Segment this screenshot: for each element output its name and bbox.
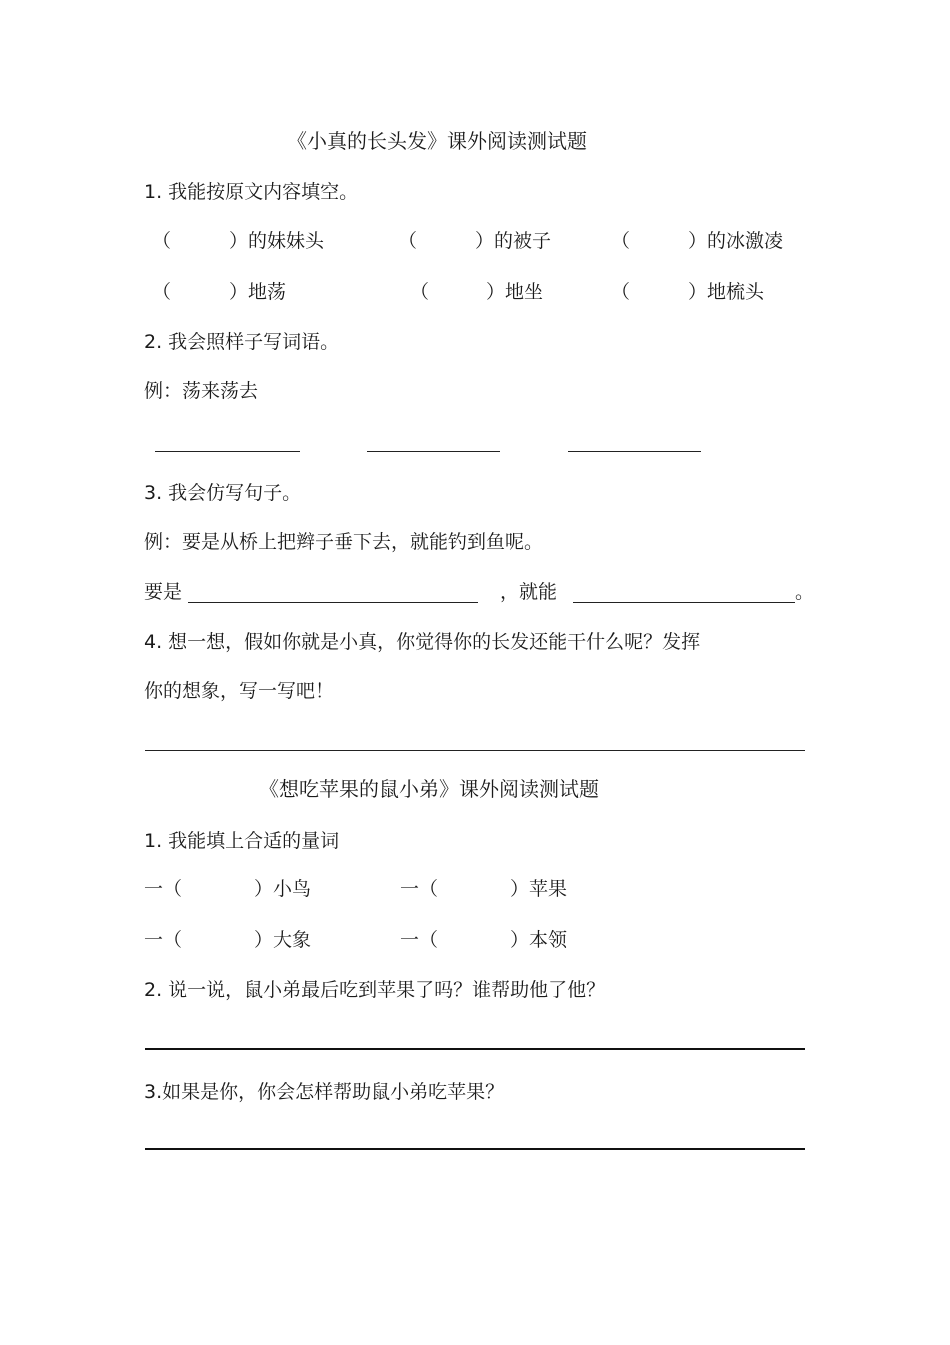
s1-q3-frame-a: 要是 — [144, 581, 183, 603]
s2-q2-prompt: 2. 说一说，鼠小弟最后吃到苹果了吗？谁帮助他了他？ — [144, 979, 606, 1001]
s1-q1-r2-c1-close: ）地荡 — [229, 281, 287, 303]
answer-line[interactable] — [145, 1048, 805, 1050]
s2-q1-r1-c2-close: ）苹果 — [510, 878, 568, 900]
s1-q1-prompt: 1. 我能按原文内容填空。 — [144, 181, 359, 203]
answer-line[interactable] — [145, 750, 805, 751]
section1-title: 《小真的长头发》课外阅读测试题 — [287, 129, 587, 153]
s2-q1-r2-c2-close: ）本领 — [510, 929, 568, 951]
answer-blank[interactable] — [188, 602, 478, 603]
s1-q2-prompt: 2. 我会照样子写词语。 — [144, 331, 340, 353]
s1-q1-r1-c1-open: （ — [152, 230, 172, 252]
s1-q1-r1-c1-close: ）的妹妹头 — [229, 230, 325, 252]
answer-blank[interactable] — [568, 451, 701, 452]
s1-q1-r2-c3-open: （ — [611, 281, 631, 303]
s1-q1-r1-c2-close: ）的被子 — [475, 230, 552, 252]
s2-q1-r2-c2-open: 一（ — [400, 929, 439, 951]
s2-q3-prompt: 3.如果是你，你会怎样帮助鼠小弟吃苹果？ — [144, 1081, 505, 1103]
s1-q4-line2: 你的想象，写一写吧！ — [144, 680, 335, 702]
s2-q1-prompt: 1. 我能填上合适的量词 — [144, 830, 340, 852]
s2-q1-r2-c1-close: ）大象 — [254, 929, 312, 951]
s1-q1-r2-c1-open: （ — [152, 281, 172, 303]
s1-q1-r2-c2-open: （ — [410, 281, 430, 303]
s2-q1-r2-c1-open: 一（ — [144, 929, 183, 951]
s1-q3-frame-b: ，就能 — [500, 581, 558, 603]
s1-q3-prompt: 3. 我会仿写句子。 — [144, 482, 302, 504]
answer-blank[interactable] — [573, 602, 795, 603]
s1-q1-r1-c3-close: ）的冰激凌 — [688, 230, 784, 252]
s1-q1-r1-c3-open: （ — [611, 230, 631, 252]
s1-q3-frame-end: 。 — [795, 581, 815, 603]
answer-blank[interactable] — [155, 451, 300, 452]
answer-blank[interactable] — [367, 451, 500, 452]
s1-q1-r1-c2-open: （ — [398, 230, 418, 252]
s2-q1-r1-c1-open: 一（ — [144, 878, 183, 900]
s1-q2-example: 例：荡来荡去 — [144, 380, 259, 402]
s1-q3-example: 例：要是从桥上把辫子垂下去，就能钓到鱼呢。 — [144, 531, 544, 553]
section2-title: 《想吃苹果的鼠小弟》课外阅读测试题 — [259, 777, 599, 801]
s2-q1-r1-c1-close: ）小鸟 — [254, 878, 312, 900]
s1-q4-line1: 4. 想一想，假如你就是小真，你觉得你的长发还能干什么呢？发挥 — [144, 631, 701, 653]
s2-q1-r1-c2-open: 一（ — [400, 878, 439, 900]
answer-line[interactable] — [145, 1148, 805, 1150]
s1-q1-r2-c2-close: ）地坐 — [486, 281, 544, 303]
s1-q1-r2-c3-close: ）地梳头 — [688, 281, 765, 303]
